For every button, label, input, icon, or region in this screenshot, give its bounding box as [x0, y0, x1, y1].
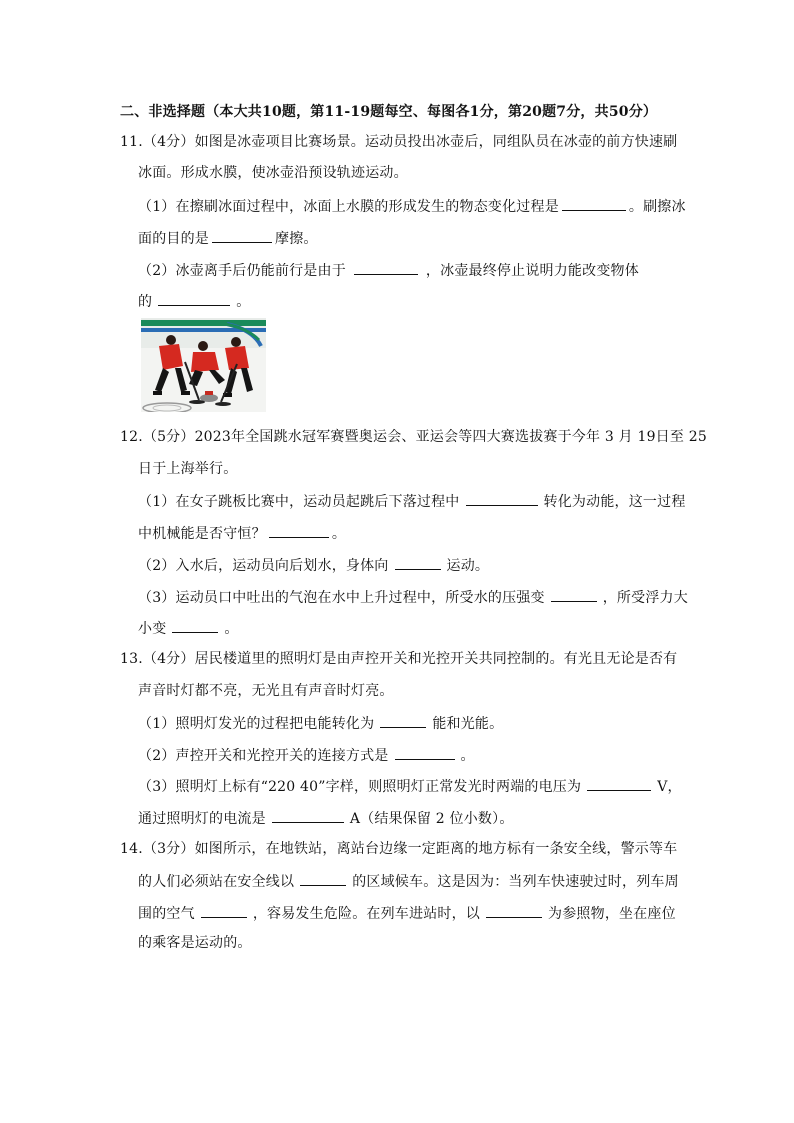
answer-blank[interactable] [486, 903, 542, 918]
q11-part2-text-b: ，冰壶最终停止说明力能改变物体 [425, 263, 639, 279]
answer-blank[interactable] [269, 523, 329, 538]
q12-part1-text-a: （1）在女子跳板比赛中，运动员起跳后下落过程中 [138, 494, 460, 510]
q13-part1-text-a: （1）照明灯发光的过程把电能转化为 [138, 716, 375, 732]
q12-part1-text-b: 转化为动能，这一过程 [543, 494, 686, 510]
answer-blank[interactable] [354, 260, 418, 275]
answer-blank[interactable] [201, 903, 247, 918]
answer-blank[interactable] [466, 491, 538, 506]
section-title: 二、非选择题（本大共10题，第11-19题每空、每图各1分，第20题7分，共50分） [120, 104, 658, 120]
q12-part2-text-b: 运动。 [446, 558, 490, 574]
q12-part3-text-b: ，所受浮力大 [602, 590, 688, 606]
q12-part3-text-c: 小变 [138, 621, 167, 637]
answer-blank[interactable] [272, 808, 344, 823]
q14-text-c: 围的空气 [138, 906, 195, 922]
q12-part2-text-a: （2）入水后，运动员向后划水，身体向 [138, 558, 389, 574]
q14-line1: 14.（3分）如图所示，在地铁站，离站台边缘一定距离的地方标有一条安全线，警示等车 [120, 841, 678, 857]
q11-part1-line2 [138, 228, 318, 248]
q13-part3-text-d: A（结果保留 2 位小数）。 [349, 811, 514, 827]
q13-part3-text-a: （3）照明灯上标有“220 40”字样，则照明灯正常发光时两端的电压为 [138, 779, 582, 795]
q14-line4: 的乘客是运动的。 [138, 935, 252, 951]
q12-stem-line1: 12.（5分）2023年全国跳水冠军赛暨奥运会、亚运会等四大赛选拔赛于今年 3 月 19日至 25 [120, 429, 707, 445]
answer-blank[interactable] [562, 196, 626, 211]
q12-part2-line [138, 555, 489, 575]
q11-part2-text-c: 的 [138, 294, 153, 310]
curling-photo [141, 318, 266, 412]
answer-blank[interactable] [300, 871, 346, 886]
answer-blank[interactable] [395, 555, 441, 570]
q13-stem-line1: 13.（4分）居民楼道里的照明灯是由声控开关和光控开关共同控制的。有光且无论是否有 [120, 651, 678, 667]
q14-line2 [138, 871, 679, 891]
q13-part3-text-b: V， [657, 779, 682, 795]
q11-part1-text-a: （1）在擦刷冰面过程中，冰面上水膜的形成发生的物态变化过程是 [138, 199, 559, 215]
q13-part2-text-b: 。 [460, 748, 475, 764]
q11-part1-line1 [138, 196, 686, 216]
q13-part2-line [138, 745, 475, 765]
answer-blank[interactable] [380, 713, 426, 728]
q13-stem-line2: 声音时灯都不亮，无光且有声音时灯亮。 [138, 683, 394, 699]
q12-part1-text-d: 。 [331, 526, 347, 542]
q14-line3 [138, 903, 676, 923]
q12-part3-text-a: （3）运动员口中吐出的气泡在水中上升过程中，所受水的压强变 [138, 590, 545, 606]
answer-blank[interactable] [587, 776, 651, 791]
q11-part1-text-b: 。刷擦冰 [628, 199, 686, 215]
q13-part1-line [138, 713, 503, 733]
q13-part3-text-c: 通过照明灯的电流是 [138, 811, 266, 827]
q12-part3-line2 [138, 618, 239, 638]
answer-blank[interactable] [158, 291, 230, 306]
q13-part3-line2 [138, 808, 514, 828]
q14-text-a: 的人们必须站在安全线以 [138, 874, 295, 890]
q11-part1-text-c: 面的目的是 [138, 231, 209, 247]
q14-text-b: 的区域候车。这是因为：当列车快速驶过时，列车周 [352, 874, 679, 890]
q11-part2-text-d: 。 [236, 294, 251, 310]
answer-blank[interactable] [172, 618, 218, 633]
answer-blank[interactable] [395, 745, 455, 760]
q11-stem-line1: 11.（4分）如图是冰壶项目比赛场景。运动员投出冰壶后，同组队员在冰壶的前方快速刷 [120, 134, 678, 150]
q12-part3-line1 [138, 587, 688, 607]
q12-stem-line2: 日于上海举行。 [138, 461, 238, 477]
q13-part2-text-a: （2）声控开关和光控开关的连接方式是 [138, 748, 389, 764]
q14-text-e: 为参照物，坐在座位 [548, 906, 676, 922]
answer-blank[interactable] [212, 228, 272, 243]
q11-part2-line2 [138, 291, 250, 311]
q11-part2-line1 [138, 260, 639, 280]
answer-blank[interactable] [551, 587, 597, 602]
q12-part1-line2 [138, 523, 346, 543]
q11-part1-text-d: 摩擦。 [275, 231, 318, 247]
q12-part1-line1 [138, 491, 686, 511]
q13-part3-line1 [138, 776, 682, 796]
q12-part3-text-d: 。 [224, 621, 239, 637]
q13-part1-text-b: 能和光能。 [432, 716, 504, 732]
q14-text-d: ，容易发生危险。在列车进站时，以 [252, 906, 481, 922]
q11-stem-line2: 冰面。形成水膜，使冰壶沿预设轨迹运动。 [138, 165, 408, 181]
q12-part1-text-c: 中机械能是否守恒？ [138, 526, 266, 542]
q11-part2-text-a: （2）冰壶离手后仍能前行是由于 [138, 263, 346, 279]
